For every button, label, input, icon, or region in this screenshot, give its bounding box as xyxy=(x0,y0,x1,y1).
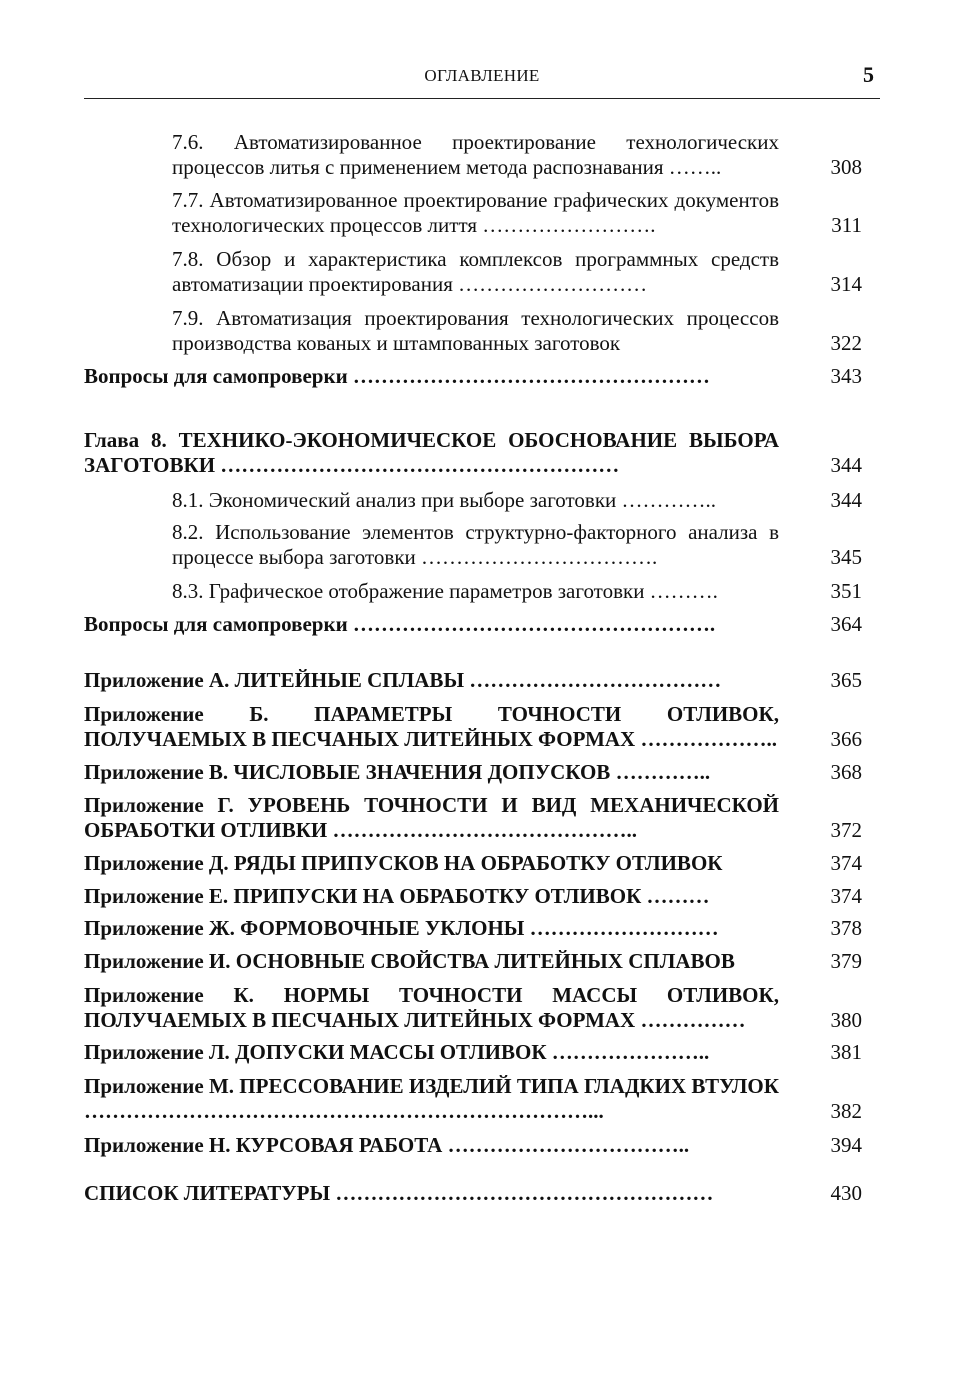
toc-entry-title: Приложение Е. ПРИПУСКИ НА ОБРАБОТКУ ОТЛИВОК ……… xyxy=(84,884,710,908)
toc-entry[interactable] xyxy=(172,579,862,604)
toc-entry-title: 7.9. Автоматизация проектирования технологических процессов производства кованых и штампованных заготовок xyxy=(172,306,779,355)
toc-entry-title: Глава 8. ТЕХНИКО-ЭКОНОМИЧЕСКОЕ ОБОСНОВАНИЕ ВЫБОРА ЗАГОТОВКИ ………………………………………………… xyxy=(84,428,779,477)
toc-appendix[interactable] xyxy=(84,949,862,974)
toc-entry[interactable] xyxy=(84,364,862,389)
toc-entry[interactable] xyxy=(84,612,862,637)
toc-entry-page: 314 xyxy=(830,272,862,296)
toc-entry-page: 308 xyxy=(830,155,862,179)
toc-entry-title: 8.3. Графическое отображение параметров заготовки ………. xyxy=(172,579,718,603)
toc-entry-page: 322 xyxy=(830,331,862,355)
toc-entry[interactable] xyxy=(172,188,862,238)
toc-appendix[interactable] xyxy=(84,1133,862,1158)
toc-entry-page: 366 xyxy=(830,727,862,751)
toc-entry-title: 7.8. Обзор и характеристика комплексов программных средств автоматизации проектирования ……………………… xyxy=(172,247,779,296)
toc-entry-page: 378 xyxy=(830,916,862,940)
toc-entry-page: 364 xyxy=(830,612,862,636)
toc-entry-title: Приложение Ж. ФОРМОВОЧНЫЕ УКЛОНЫ ……………………… xyxy=(84,916,719,940)
toc-entry-page: 344 xyxy=(830,453,862,477)
toc-entry-page: 430 xyxy=(830,1181,862,1205)
toc-entry-title: СПИСОК ЛИТЕРАТУРЫ ……………………………………………… xyxy=(84,1181,714,1205)
toc-entry-page: 372 xyxy=(830,818,862,842)
toc-entry[interactable] xyxy=(172,520,862,570)
toc-appendix[interactable] xyxy=(84,668,862,693)
toc-entry[interactable] xyxy=(172,130,862,180)
toc-entry[interactable] xyxy=(172,488,862,513)
toc-appendix[interactable] xyxy=(84,702,862,752)
header-page-number: 5 xyxy=(863,62,874,87)
toc-entry-page: 351 xyxy=(830,579,862,603)
toc-chapter[interactable] xyxy=(84,428,862,478)
toc-entry-title: Вопросы для самопроверки ……………………………………………. xyxy=(84,612,716,636)
toc-appendix[interactable] xyxy=(84,983,862,1033)
toc-entry-title: 8.2. Использование элементов структурно-факторного анализа в процессе выбора заготовки ……………………………. xyxy=(172,520,779,569)
toc-entry-page: 382 xyxy=(830,1099,862,1123)
toc-entry-title: Приложение Д. РЯДЫ ПРИПУСКОВ НА ОБРАБОТКУ ОТЛИВОК xyxy=(84,851,723,875)
toc-entry[interactable] xyxy=(172,247,862,297)
toc-entry-page: 344 xyxy=(830,488,862,512)
toc-entry-title: Вопросы для самопроверки …………………………………………… xyxy=(84,364,710,388)
toc-entry-page: 374 xyxy=(830,851,862,875)
toc-entry-title: 7.6. Автоматизированное проектирование технологических процессов литья с применением метода распознавания …….. xyxy=(172,130,779,179)
toc-bibliography[interactable] xyxy=(84,1181,862,1206)
toc-appendix[interactable] xyxy=(84,1074,862,1124)
toc-appendix[interactable] xyxy=(84,916,862,941)
toc-entry-page: 381 xyxy=(830,1040,862,1064)
toc-entry-title: Приложение М. ПРЕССОВАНИЕ ИЗДЕЛИЙ ТИПА ГЛАДКИХ ВТУЛОК ………………………………………………………………... xyxy=(84,1074,779,1123)
toc-entry-page: 311 xyxy=(831,213,862,237)
toc-entry-page: 379 xyxy=(830,949,862,973)
toc-appendix[interactable] xyxy=(84,793,862,843)
toc-appendix[interactable] xyxy=(84,851,862,876)
toc-entry-page: 368 xyxy=(830,760,862,784)
toc-entry-title: 7.7. Автоматизированное проектирование графических документов технологических процессов лиття ……………………. xyxy=(172,188,779,237)
toc-entry[interactable] xyxy=(172,306,862,356)
toc-entry-page: 380 xyxy=(830,1008,862,1032)
toc-appendix[interactable] xyxy=(84,884,862,909)
toc-entry-title: Приложение Л. ДОПУСКИ МАССЫ ОТЛИВОК ………………….. xyxy=(84,1040,710,1064)
toc-entry-title: Приложение И. ОСНОВНЫЕ СВОЙСТВА ЛИТЕЙНЫХ СПЛАВОВ xyxy=(84,949,735,973)
toc-entry-title: Приложение Н. КУРСОВАЯ РАБОТА …………………………….. xyxy=(84,1133,690,1157)
toc-entry-title: 8.1. Экономический анализ при выборе заготовки ………….. xyxy=(172,488,717,512)
toc-entry-title: Приложение А. ЛИТЕЙНЫЕ СПЛАВЫ ……………………………… xyxy=(84,668,722,692)
toc-entry-title: Приложение Б. ПАРАМЕТРЫ ТОЧНОСТИ ОТЛИВОК, ПОЛУЧАЕМЫХ В ПЕСЧАНЫХ ЛИТЕЙНЫХ ФОРМАХ ……………….. xyxy=(84,702,779,751)
toc-entry-page: 374 xyxy=(830,884,862,908)
toc-entry-title: Приложение Г. УРОВЕНЬ ТОЧНОСТИ И ВИД МЕХАНИЧЕСКОЙ ОБРАБОТКИ ОТЛИВКИ …………………………………….. xyxy=(84,793,779,842)
toc-entry-page: 343 xyxy=(830,364,862,388)
running-header xyxy=(84,58,880,99)
toc-entry-title: Приложение В. ЧИСЛОВЫЕ ЗНАЧЕНИЯ ДОПУСКОВ ………….. xyxy=(84,760,711,784)
toc-appendix[interactable] xyxy=(84,760,862,785)
toc-entry-title: Приложение К. НОРМЫ ТОЧНОСТИ МАССЫ ОТЛИВОК, ПОЛУЧАЕМЫХ В ПЕСЧАНЫХ ЛИТЕЙНЫХ ФОРМАХ …………… xyxy=(84,983,779,1032)
toc-appendix[interactable] xyxy=(84,1040,862,1065)
header-title: ОГЛАВЛЕНИЕ xyxy=(424,66,540,85)
toc-entry-page: 394 xyxy=(830,1133,862,1157)
toc-entry-page: 345 xyxy=(830,545,862,569)
toc-entry-page: 365 xyxy=(830,668,862,692)
